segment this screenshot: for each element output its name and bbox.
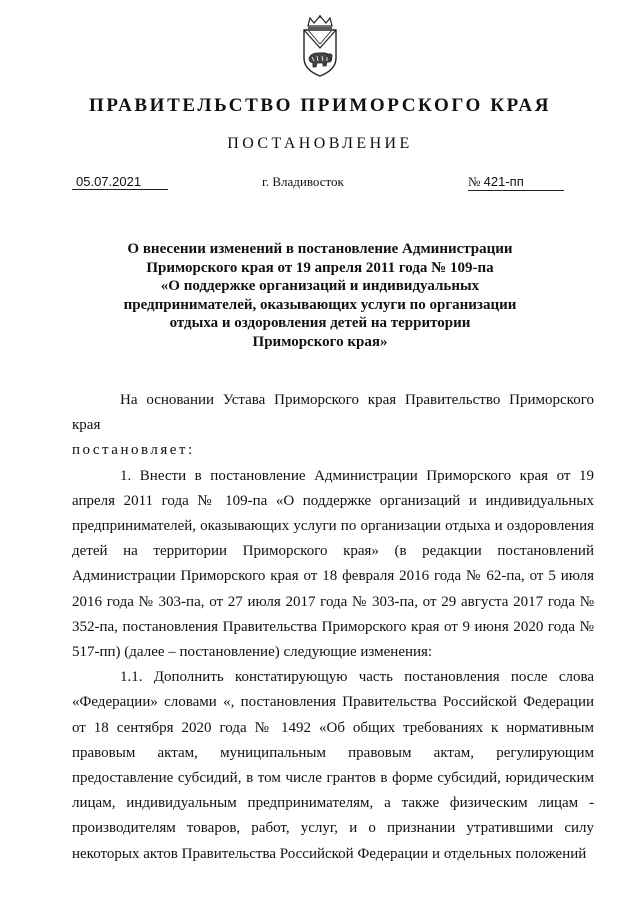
coat-of-arms-icon bbox=[296, 14, 344, 78]
number-value: 421-пп bbox=[483, 174, 524, 189]
heading-line: предпринимателей, оказывающих услуги по организации bbox=[123, 296, 517, 313]
number-sign: № bbox=[468, 174, 481, 189]
document-number bbox=[468, 174, 564, 191]
document-heading bbox=[80, 240, 560, 352]
document-body bbox=[72, 388, 594, 867]
heading-line: О внесении изменений в постановление Администрации bbox=[127, 241, 513, 257]
heading-line: отдыха и оздоровления детей на территории bbox=[169, 315, 471, 332]
document-type: ПОСТАНОВЛЕНИЕ bbox=[227, 135, 413, 152]
resolves-word: постановляет: bbox=[72, 442, 195, 459]
preamble-paragraph: На основании Устава Приморского края Правительство Приморского края bbox=[72, 392, 594, 434]
item-1-1-paragraph: 1.1. Дополнить констатирующую часть постановления после слова «Федерации» словами «, постановления Правительства Российской Федерации от 18 сентября 2020 года № 1492 «Об общих требованиях к нормативным правовым актам, муниципальным правовым актам, регулирующим предоставление субсидий, в том числе грантов в форме субсидий, юридическим лицам, индивидуальным предпринимателям, а также физическим лицам - производителям товаров, работ, услуг, и о признании утратившими силу некоторых актов Правительства Российской Федерации и отдельных положений bbox=[72, 669, 594, 862]
heading-line: «О поддержке организаций и индивидуальных bbox=[160, 278, 480, 295]
heading-line: Приморского края» bbox=[252, 333, 388, 350]
item-1-paragraph: 1. Внести в постановление Администрации Приморского края от 19 апреля 2011 года № 109-па «О поддержке организаций и индивидуальных предпринимателей, оказывающих услуги по организации отдыха и оздоровления детей на территории Приморского края» (в редакции постановлений Администрации Приморского края от 18 февраля 2016 года № 62-па, от 5 июля 2016 года № 303-па, от 27 июля 2017 года № 303-па, от 29 августа 2017 года № 352-па, постановления Правительства Приморского края от 9 июня 2020 года № 517-пп) (далее – постановление) следующие изменения: bbox=[72, 467, 594, 661]
document-city: г. Владивосток bbox=[262, 174, 344, 189]
government-title: ПРАВИТЕЛЬСТВО ПРИМОРСКОГО КРАЯ bbox=[88, 95, 552, 116]
document-date: 05.07.2021 bbox=[72, 174, 168, 190]
heading-line: Приморского края от 19 апреля 2011 года № 109-па bbox=[146, 259, 494, 276]
